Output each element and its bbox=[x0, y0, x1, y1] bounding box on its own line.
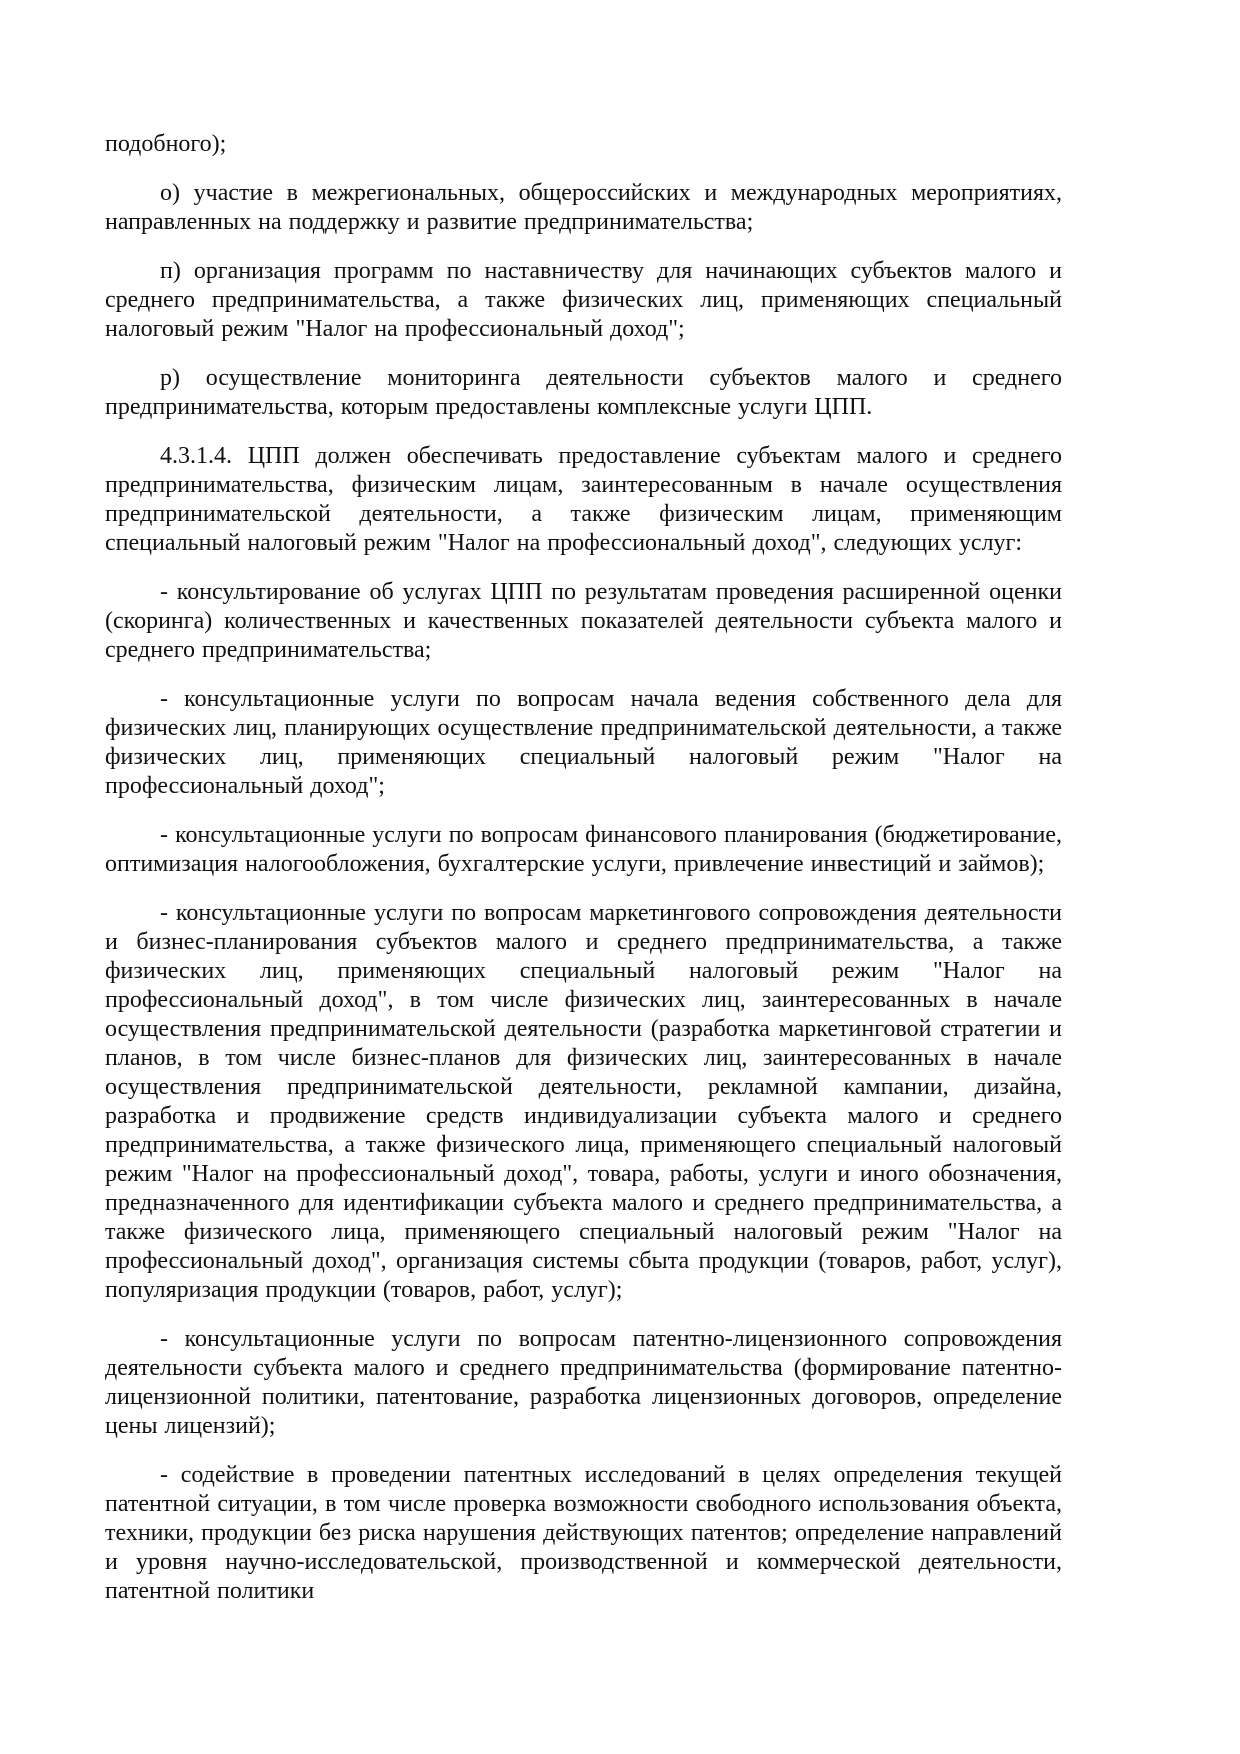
paragraph: о) участие в межрегиональных, общероссийских и международных мероприятиях, направленных на поддержку и развитие предпринимательства; bbox=[105, 180, 1062, 235]
paragraph: - консультационные услуги по вопросам финансового планирования (бюджетирование, оптимизация налогообложения, бухгалтерские услуги, привлечение инвестиций и займов); bbox=[105, 822, 1062, 877]
paragraph: подобного); bbox=[105, 131, 227, 157]
paragraph: 4.3.1.4. ЦПП должен обеспечивать предоставление субъектам малого и среднего предпринимательства, физическим лицам, заинтересованным в начале осуществления предпринимательской деятельности, а также физическим лицам, применяющим специальный налоговый режим "Налог на профессиональный доход", следующих услуг: bbox=[105, 443, 1062, 556]
paragraph: р) осуществление мониторинга деятельности субъектов малого и среднего предпринимательства, которым предоставлены комплексные услуги ЦПП. bbox=[105, 365, 1062, 420]
paragraph: п) организация программ по наставничеству для начинающих субъектов малого и среднего предпринимательства, а также физических лиц, применяющих специальный налоговый режим "Налог на профессиональный доход"; bbox=[105, 258, 1062, 342]
paragraph: - консультационные услуги по вопросам патентно-лицензионного сопровождения деятельности субъекта малого и среднего предпринимательства (формирование патентно-лицензионной политики, патентование, разработка лицензионных договоров, определение цены лицензий); bbox=[105, 1326, 1062, 1439]
document-content bbox=[105, 130, 1062, 1606]
paragraph: - консультационные услуги по вопросам маркетингового сопровождения деятельности и бизнес-планирования субъектов малого и среднего предпринимательства, а также физических лиц, применяющих специальный налоговый режим "Налог на профессиональный доход", в том числе физических лиц, заинтересованных в начале осуществления предпринимательской деятельности (разработка маркетинговой стратегии и планов, в том числе бизнес-планов для физических лиц, заинтересованных в начале осуществления предпринимательской деятельности, рекламной кампании, дизайна, разработка и продвижение средств индивидуализации субъекта малого и среднего предпринимательства, а также физического лица, применяющего специальный налоговый режим "Налог на профессиональный доход", товара, работы, услуги и иного обозначения, предназначенного для идентификации субъекта малого и среднего предпринимательства, а также физического лица, применяющего специальный налоговый режим "Налог на профессиональный доход", организация системы сбыта продукции (товаров, работ, услуг), популяризация продукции (товаров, работ, услуг); bbox=[105, 900, 1062, 1303]
paragraph: - консультирование об услугах ЦПП по результатам проведения расширенной оценки (скоринга) количественных и качественных показателей деятельности субъекта малого и среднего предпринимательства; bbox=[105, 579, 1062, 663]
paragraph: - консультационные услуги по вопросам начала ведения собственного дела для физических лиц, планирующих осуществление предпринимательской деятельности, а также физических лиц, применяющих специальный налоговый режим "Налог на профессиональный доход"; bbox=[105, 686, 1062, 799]
paragraph: - содействие в проведении патентных исследований в целях определения текущей патентной ситуации, в том числе проверка возможности свободного использования объекта, техники, продукции без риска нарушения действующих патентов; определение направлений и уровня научно-исследовательской, производственной и коммерческой деятельности, патентной политики bbox=[105, 1462, 1062, 1604]
